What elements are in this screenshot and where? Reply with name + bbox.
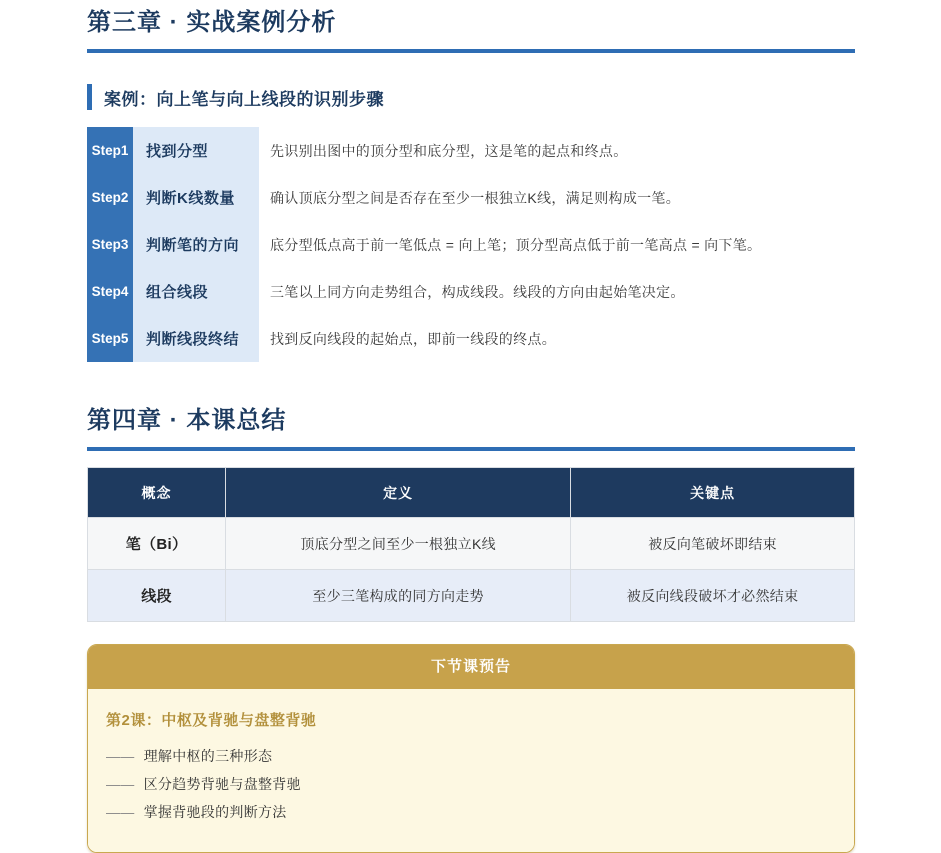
- step5-badge: Step5: [87, 315, 133, 362]
- step2-badge: Step2: [87, 174, 133, 221]
- step1-description: 先识别出图中的顶分型和底分型，这是笔的起点和终点。: [259, 127, 855, 174]
- cell-segment-definition: 至少三笔构成的同方向走势: [226, 570, 571, 622]
- dash-marker: ——: [106, 748, 135, 764]
- chapter4-divider: [87, 447, 855, 451]
- preview-item-2: [106, 770, 836, 798]
- step4-name: 组合线段: [133, 268, 259, 315]
- chapter4-title: 第四章 · 本课总结: [87, 407, 287, 434]
- chapter3-section: [87, 8, 855, 362]
- dash-marker: ——: [106, 804, 135, 820]
- next-lesson-title: 第2课：中枢及背驰与盘整背驰: [106, 712, 317, 729]
- step3-badge: Step3: [87, 221, 133, 268]
- step5-name: 判断线段终结: [133, 315, 259, 362]
- step-row-3: [87, 221, 855, 268]
- chapter3-title: 第三章 · 实战案例分析: [87, 9, 337, 36]
- cell-bi-definition: 顶底分型之间至少一根独立K线: [226, 518, 571, 570]
- steps-table: [87, 127, 855, 362]
- step2-description: 确认顶底分型之间是否存在至少一根独立K线，满足则构成一笔。: [259, 174, 855, 221]
- accent-bar: [87, 84, 92, 110]
- step5-description: 找到反向线段的起始点，即前一线段的终点。: [259, 315, 855, 362]
- step-row-5: [87, 315, 855, 362]
- step3-description: 底分型低点高于前一笔低点 = 向上笔；顶分型高点低于前一笔高点 = 向下笔。: [259, 221, 855, 268]
- step1-badge: Step1: [87, 127, 133, 174]
- header-keypoint: 关键点: [571, 468, 855, 518]
- step-row-1: [87, 127, 855, 174]
- table-row-segment: [88, 570, 855, 622]
- step3-name: 判断笔的方向: [133, 221, 259, 268]
- summary-table: [87, 467, 855, 622]
- header-concept: 概念: [88, 468, 226, 518]
- cell-segment-concept: 线段: [88, 570, 226, 622]
- cell-bi-concept: 笔（Bi）: [88, 518, 226, 570]
- summary-header-row: [88, 468, 855, 518]
- preview-body: [88, 689, 854, 852]
- cell-bi-keypoint: 被反向笔破坏即结束: [571, 518, 855, 570]
- header-definition: 定义: [226, 468, 571, 518]
- preview-item-2-text: 区分趋势背驰与盘整背驰: [143, 776, 301, 792]
- preview-banner: 下节课预告: [88, 645, 854, 689]
- dash-marker: ——: [106, 776, 135, 792]
- preview-item-3-text: 掌握背驰段的判断方法: [143, 804, 287, 820]
- preview-item-1: [106, 742, 836, 770]
- cell-segment-keypoint: 被反向线段破坏才必然结束: [571, 570, 855, 622]
- table-row-bi: [88, 518, 855, 570]
- step4-badge: Step4: [87, 268, 133, 315]
- case-heading: [87, 84, 855, 110]
- step-row-4: [87, 268, 855, 315]
- step2-name: 判断K线数量: [133, 174, 259, 221]
- next-lesson-preview-card: [87, 644, 855, 853]
- step-row-2: [87, 174, 855, 221]
- chapter4-section: [87, 406, 855, 853]
- step4-description: 三笔以上同方向走势组合，构成线段。线段的方向由起始笔决定。: [259, 268, 855, 315]
- chapter3-divider: [87, 49, 855, 53]
- step1-name: 找到分型: [133, 127, 259, 174]
- case-title: 案例：向上笔与向上线段的识别步骤: [104, 89, 384, 109]
- preview-item-1-text: 理解中枢的三种形态: [143, 748, 273, 764]
- preview-item-3: [106, 798, 836, 826]
